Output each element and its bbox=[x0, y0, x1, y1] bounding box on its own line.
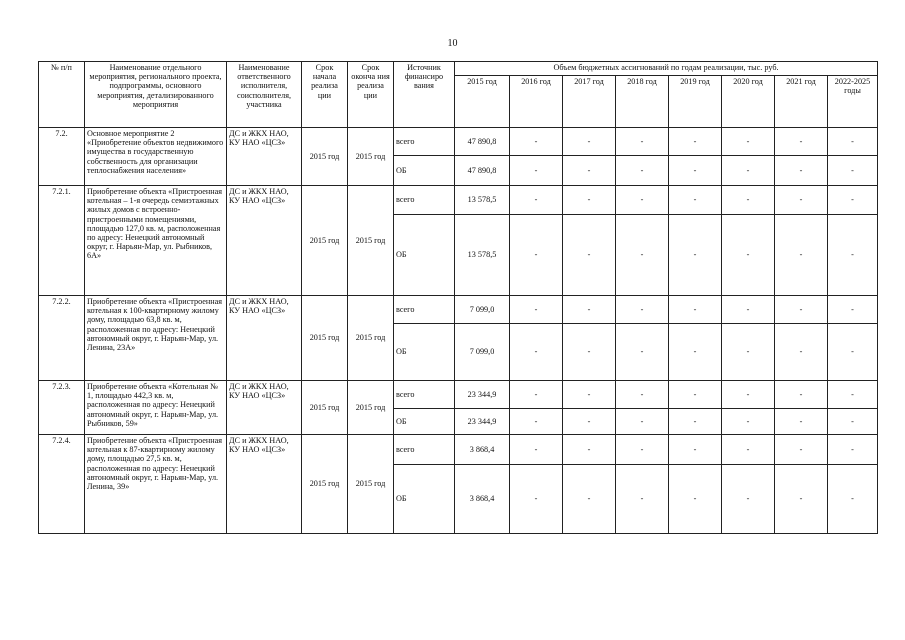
amount-year-5: - bbox=[722, 381, 775, 409]
measure-name: Приобретение объекта «Котельная № 1, площадью 442,3 кв. м, расположенная по адресу: Ненецкий автономный округ, г. Нарьян-Мар, ул. Рыбников, 59» bbox=[85, 381, 227, 435]
amount-year-3: - bbox=[616, 435, 669, 465]
amount-year-7: - bbox=[828, 186, 878, 215]
amount-year-1: - bbox=[510, 156, 563, 186]
amount-year-7: - bbox=[828, 296, 878, 324]
responsible-executor: ДС и ЖКХ НАО, КУ НАО «ЦСЗ» bbox=[227, 128, 302, 186]
header-year-2016: 2016 год bbox=[510, 76, 563, 128]
responsible-executor: ДС и ЖКХ НАО, КУ НАО «ЦСЗ» bbox=[227, 435, 302, 534]
amount-year-1: - bbox=[510, 296, 563, 324]
amount-year-5: - bbox=[722, 465, 775, 534]
amount-year-7: - bbox=[828, 465, 878, 534]
amount-year-1: - bbox=[510, 381, 563, 409]
amount-year-7: - bbox=[828, 128, 878, 156]
amount-year-7: - bbox=[828, 215, 878, 296]
end-term: 2015 год bbox=[348, 381, 394, 435]
funding-source: всего bbox=[394, 296, 455, 324]
funding-source: всего bbox=[394, 128, 455, 156]
table-row bbox=[39, 381, 878, 409]
end-term: 2015 год bbox=[348, 186, 394, 296]
amount-year-6: - bbox=[775, 409, 828, 435]
amount-year-5: - bbox=[722, 156, 775, 186]
amount-year-2: - bbox=[563, 215, 616, 296]
amount-year-5: - bbox=[722, 296, 775, 324]
header-name: Наименование отдельного мероприятия, регионального проекта, подпрограммы, основного мероприятия, детализированного мероприятия bbox=[85, 62, 227, 128]
start-term: 2015 год bbox=[302, 186, 348, 296]
responsible-executor: ДС и ЖКХ НАО, КУ НАО «ЦСЗ» bbox=[227, 296, 302, 381]
funding-source: ОБ bbox=[394, 324, 455, 381]
end-term: 2015 год bbox=[348, 128, 394, 186]
amount-year-1: - bbox=[510, 128, 563, 156]
amount-year-4: - bbox=[669, 324, 722, 381]
amount-year-4: - bbox=[669, 156, 722, 186]
measure-name: Приобретение объекта «Пристроенная котельная к 100-квартирному жилому дому, площадью 63,8 кв. м, расположенная по адресу: Ненецкий автономный округ, г. Нарьян-Мар, ул. Ленина, 23А» bbox=[85, 296, 227, 381]
amount-year-2: - bbox=[563, 465, 616, 534]
amount-year-6: - bbox=[775, 296, 828, 324]
amount-year-5: - bbox=[722, 324, 775, 381]
amount-2015: 13 578,5 bbox=[455, 186, 510, 215]
amount-year-4: - bbox=[669, 409, 722, 435]
header-start: Срок начала реализа ции bbox=[302, 62, 348, 128]
amount-2015: 3 868,4 bbox=[455, 465, 510, 534]
table-row bbox=[39, 186, 878, 215]
amount-year-5: - bbox=[722, 128, 775, 156]
header-responsible: Наименование ответственного исполнителя, соисполнителя, участника bbox=[227, 62, 302, 128]
amount-2015: 23 344,9 bbox=[455, 409, 510, 435]
amount-year-3: - bbox=[616, 465, 669, 534]
amount-year-1: - bbox=[510, 409, 563, 435]
row-number: 7.2.2. bbox=[39, 296, 85, 381]
amount-year-3: - bbox=[616, 381, 669, 409]
amount-year-5: - bbox=[722, 435, 775, 465]
amount-year-2: - bbox=[563, 296, 616, 324]
row-number: 7.2.1. bbox=[39, 186, 85, 296]
header-source: Источник финансиро вания bbox=[394, 62, 455, 128]
amount-year-4: - bbox=[669, 435, 722, 465]
row-number: 7.2.4. bbox=[39, 435, 85, 534]
amount-year-3: - bbox=[616, 324, 669, 381]
amount-2015: 47 890,8 bbox=[455, 156, 510, 186]
amount-year-6: - bbox=[775, 186, 828, 215]
amount-year-3: - bbox=[616, 409, 669, 435]
amount-year-6: - bbox=[775, 465, 828, 534]
amount-year-4: - bbox=[669, 215, 722, 296]
amount-2015: 47 890,8 bbox=[455, 128, 510, 156]
header-num: № п/п bbox=[39, 62, 85, 128]
amount-year-2: - bbox=[563, 156, 616, 186]
amount-year-1: - bbox=[510, 435, 563, 465]
amount-year-3: - bbox=[616, 296, 669, 324]
amount-year-1: - bbox=[510, 324, 563, 381]
responsible-executor: ДС и ЖКХ НАО, КУ НАО «ЦСЗ» bbox=[227, 381, 302, 435]
amount-2015: 7 099,0 bbox=[455, 296, 510, 324]
amount-year-4: - bbox=[669, 381, 722, 409]
amount-year-4: - bbox=[669, 186, 722, 215]
header-year-2019: 2019 год bbox=[669, 76, 722, 128]
amount-year-7: - bbox=[828, 409, 878, 435]
amount-2015: 3 868,4 bbox=[455, 435, 510, 465]
amount-year-2: - bbox=[563, 186, 616, 215]
amount-year-2: - bbox=[563, 324, 616, 381]
amount-year-6: - bbox=[775, 215, 828, 296]
amount-year-4: - bbox=[669, 296, 722, 324]
amount-year-5: - bbox=[722, 215, 775, 296]
amount-year-6: - bbox=[775, 128, 828, 156]
funding-source: всего bbox=[394, 435, 455, 465]
measure-name: Приобретение объекта «Пристроенная котельная – 1-я очередь семиэтажных жилых домов с встроенно-пристроенными помещениями, площадью 127,0 кв. м, расположенная по адресу: Ненецкий автономный округ, г. Нарьян-Мар, ул. Рыбников, 6А» bbox=[85, 186, 227, 296]
start-term: 2015 год bbox=[302, 435, 348, 534]
amount-year-7: - bbox=[828, 435, 878, 465]
table-row bbox=[39, 128, 878, 156]
amount-year-4: - bbox=[669, 128, 722, 156]
amount-year-7: - bbox=[828, 324, 878, 381]
amount-year-5: - bbox=[722, 186, 775, 215]
measure-name: Приобретение объекта «Пристроенная котельная к 87-квартирному жилому дому, площадью 27,5 кв. м, расположенная по адресу: Ненецкий автономный округ, г. Нарьян-Мар, ул. Ленина, 39» bbox=[85, 435, 227, 534]
funding-source: ОБ bbox=[394, 156, 455, 186]
amount-year-2: - bbox=[563, 381, 616, 409]
budget-table bbox=[38, 61, 878, 534]
funding-source: всего bbox=[394, 186, 455, 215]
amount-year-3: - bbox=[616, 186, 669, 215]
table-row bbox=[39, 435, 878, 465]
amount-year-6: - bbox=[775, 156, 828, 186]
end-term: 2015 год bbox=[348, 296, 394, 381]
header-year-2018: 2018 год bbox=[616, 76, 669, 128]
amount-2015: 23 344,9 bbox=[455, 381, 510, 409]
amount-2015: 13 578,5 bbox=[455, 215, 510, 296]
amount-year-6: - bbox=[775, 324, 828, 381]
row-number: 7.2.3. bbox=[39, 381, 85, 435]
funding-source: всего bbox=[394, 381, 455, 409]
amount-year-7: - bbox=[828, 156, 878, 186]
amount-year-3: - bbox=[616, 215, 669, 296]
amount-2015: 7 099,0 bbox=[455, 324, 510, 381]
amount-year-6: - bbox=[775, 381, 828, 409]
header-end: Срок оконча ния реализа ции bbox=[348, 62, 394, 128]
row-number: 7.2. bbox=[39, 128, 85, 186]
amount-year-7: - bbox=[828, 381, 878, 409]
amount-year-6: - bbox=[775, 435, 828, 465]
amount-year-1: - bbox=[510, 186, 563, 215]
amount-year-2: - bbox=[563, 435, 616, 465]
amount-year-5: - bbox=[722, 409, 775, 435]
header-year-2015: 2015 год bbox=[455, 76, 510, 128]
start-term: 2015 год bbox=[302, 128, 348, 186]
amount-year-2: - bbox=[563, 128, 616, 156]
header-year-2021: 2021 год bbox=[775, 76, 828, 128]
responsible-executor: ДС и ЖКХ НАО, КУ НАО «ЦСЗ» bbox=[227, 186, 302, 296]
header-budget: Объем бюджетных ассигнований по годам реализации, тыс. руб. bbox=[455, 62, 878, 76]
header-year-2017: 2017 год bbox=[563, 76, 616, 128]
header-year-2022-2025: 2022-2025 годы bbox=[828, 76, 878, 128]
amount-year-1: - bbox=[510, 465, 563, 534]
measure-name: Основное мероприятие 2 «Приобретение объектов недвижимого имущества в государственную собственность для организации теплоснабжения населения» bbox=[85, 128, 227, 186]
header-year-2020: 2020 год bbox=[722, 76, 775, 128]
page-number: 10 bbox=[447, 38, 458, 49]
funding-source: ОБ bbox=[394, 409, 455, 435]
funding-source: ОБ bbox=[394, 215, 455, 296]
amount-year-3: - bbox=[616, 128, 669, 156]
start-term: 2015 год bbox=[302, 296, 348, 381]
amount-year-4: - bbox=[669, 465, 722, 534]
amount-year-1: - bbox=[510, 215, 563, 296]
funding-source: ОБ bbox=[394, 465, 455, 534]
table-row bbox=[39, 296, 878, 324]
start-term: 2015 год bbox=[302, 381, 348, 435]
amount-year-3: - bbox=[616, 156, 669, 186]
amount-year-2: - bbox=[563, 409, 616, 435]
end-term: 2015 год bbox=[348, 435, 394, 534]
